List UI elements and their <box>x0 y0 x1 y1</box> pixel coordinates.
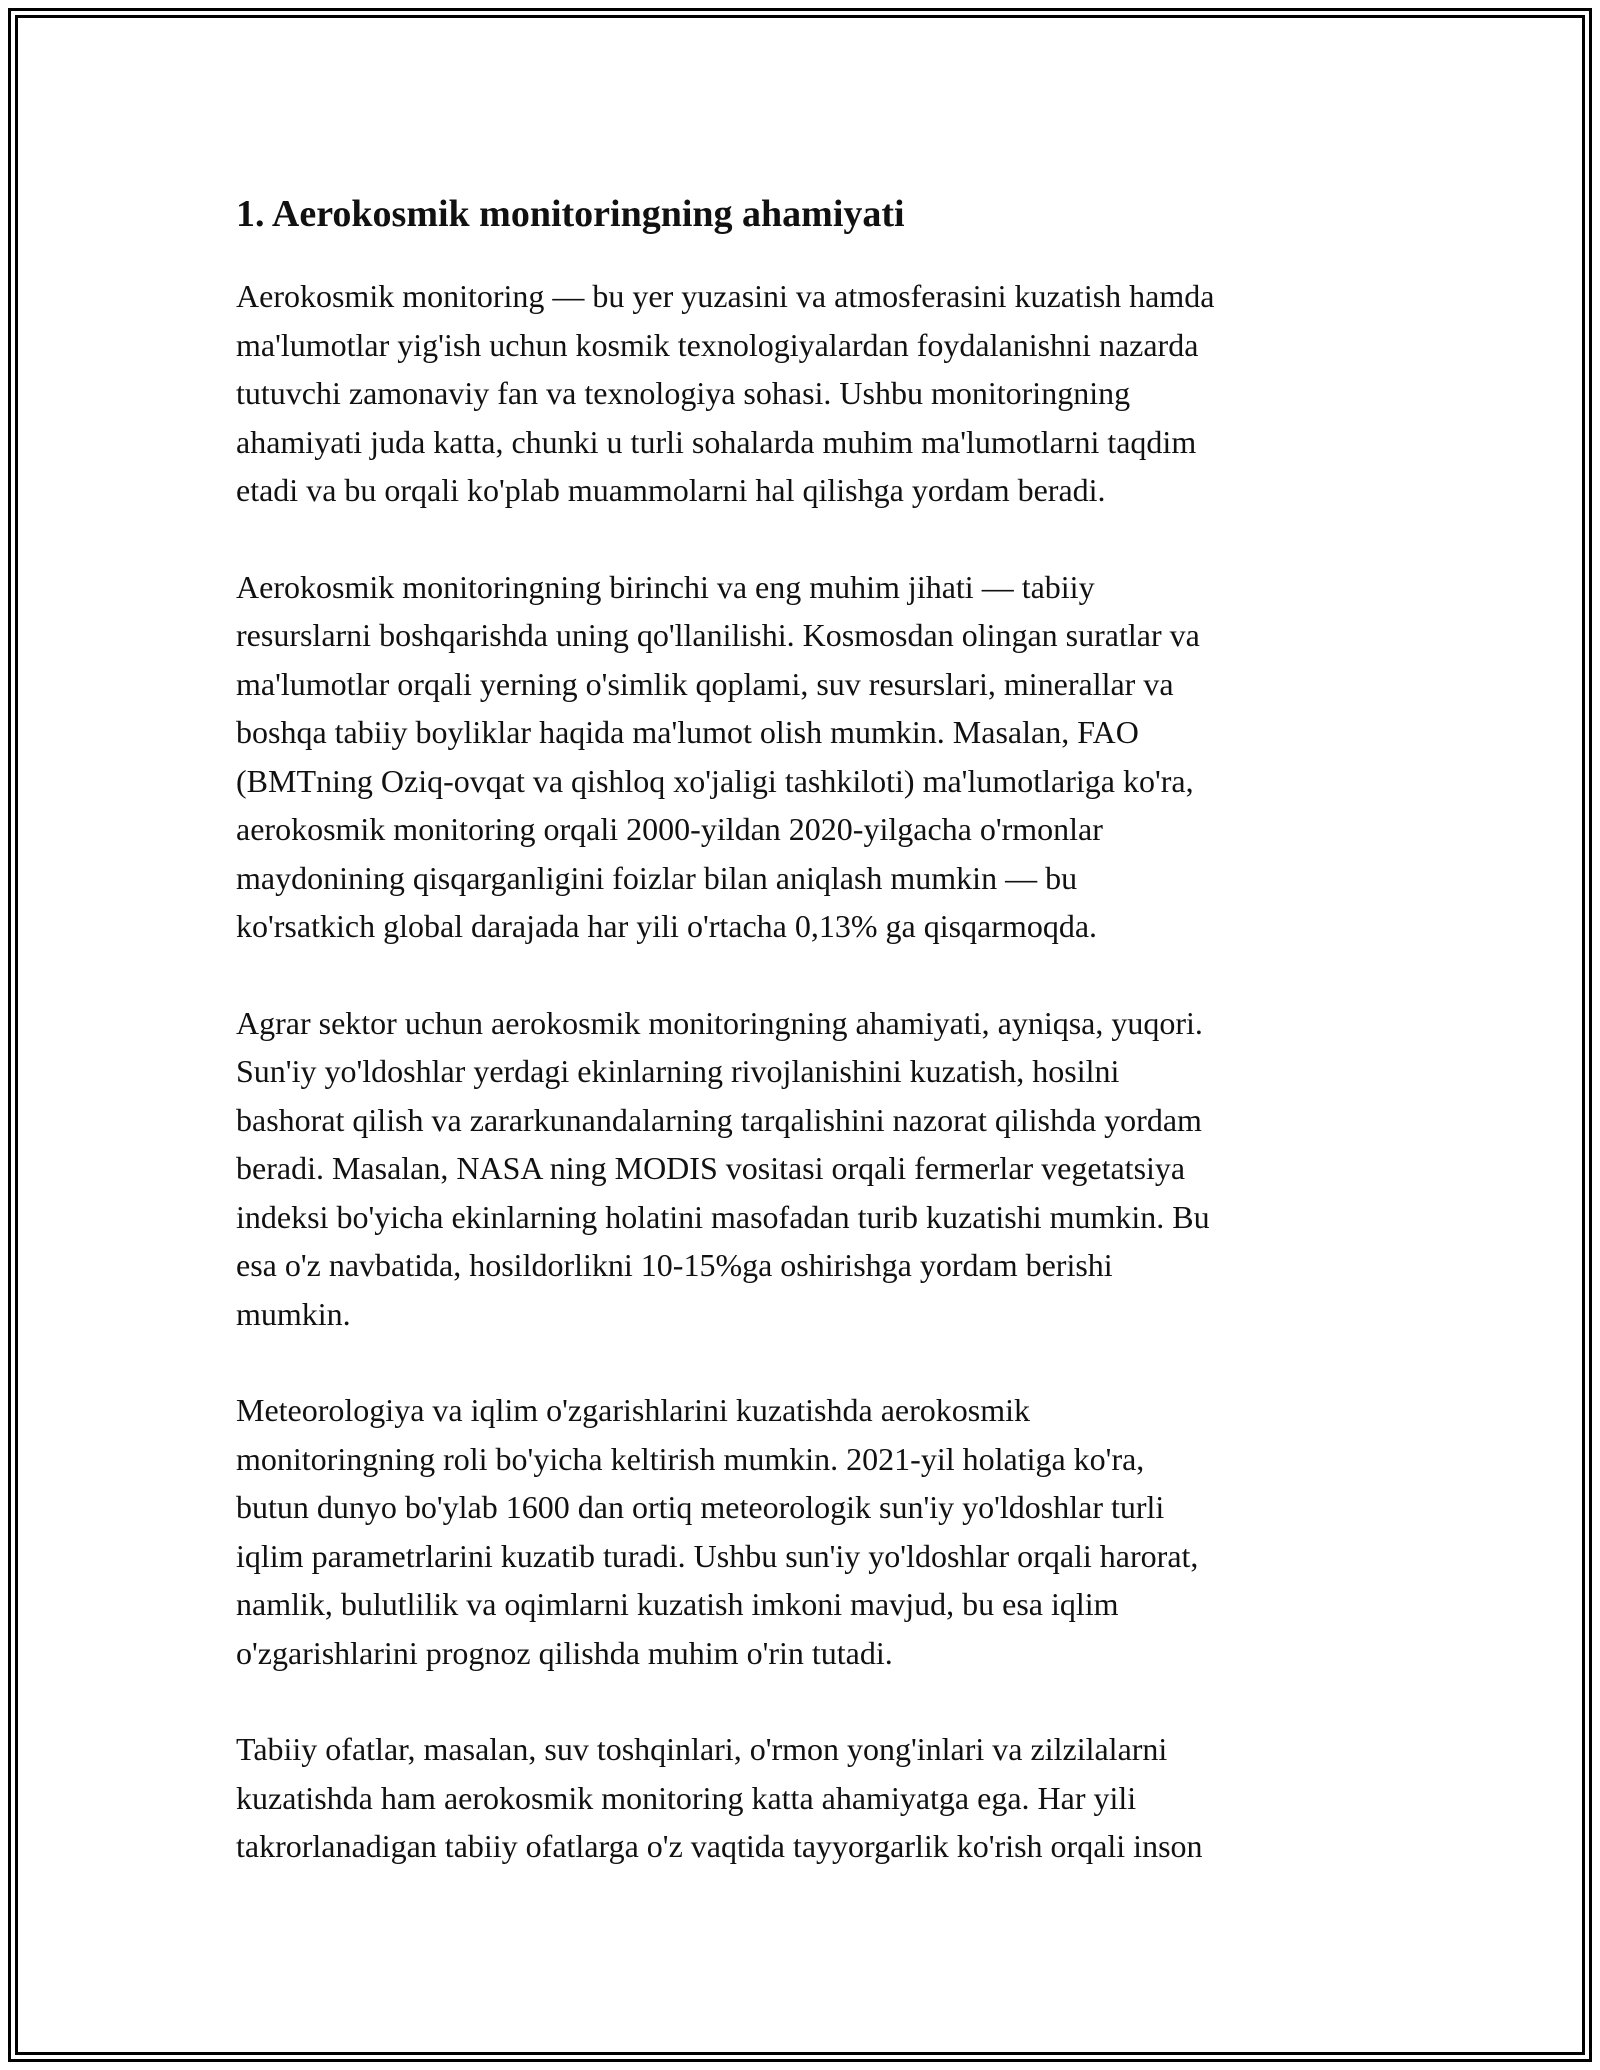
text-line: esa o'z navbatida, hosildorlikni 10-15%ga oshirishga yordam berishi <box>236 1247 1113 1283</box>
text-line: Aerokosmik monitoringning birinchi va eng muhim jihati — tabiiy <box>236 568 1095 605</box>
text-line: (BMTning Oziq-ovqat va qishloq xo'jaligi tashkiloti) ma'lumotlariga ko'ra, <box>236 762 1194 799</box>
text-line: Sun'iy yo'ldoshlar yerdagi ekinlarning rivojlanishini kuzatish, hosilni <box>236 1053 1120 1089</box>
text-line: mumkin. <box>236 1295 351 1332</box>
paragraph-natural-resources <box>236 563 1366 951</box>
text-line: monitoringning roli bo'yicha keltirish mumkin. 2021-yil holatiga ko'ra, <box>236 1440 1145 1477</box>
text-line: ma'lumotlar yig'ish uchun kosmik texnologiyalardan foydalanishni nazarda <box>236 326 1199 363</box>
document-body <box>236 186 1366 1919</box>
text-line: namlik, bulutlilik va oqimlarni kuzatish imkoni mavjud, bu esa iqlim <box>236 1586 1119 1622</box>
text-line: butun dunyo bo'ylab 1600 dan ortiq meteorologik sun'iy yo'ldoshlar turli <box>236 1489 1165 1525</box>
text-line: resurslarni boshqarishda uning qo'llanilishi. Kosmosdan olingan suratlar va <box>236 617 1200 653</box>
text-line: Aerokosmik monitoring — bu yer yuzasini va atmosferasini kuzatish hamda <box>236 278 1215 314</box>
text-line: beradi. Masalan, NASA ning MODIS vositasi orqali fermerlar vegetatsiya <box>236 1150 1186 1186</box>
paragraph-agriculture <box>236 999 1366 1339</box>
text-line: ma'lumotlar orqali yerning o'simlik qoplami, suv resurslari, minerallar va <box>236 665 1174 702</box>
text-line: tutuvchi zamonaviy fan va texnologiya sohasi. Ushbu monitoringning <box>236 375 1131 411</box>
text-line: Tabiiy ofatlar, masalan, suv toshqinlari, o'rmon yong'inlari va zilzilalarni <box>236 1731 1168 1767</box>
section-heading: 1. Aerokosmik monitoringning ahamiyati <box>236 193 905 235</box>
text-line: boshqa tabiiy boyliklar haqida ma'lumot olish mumkin. Masalan, FAO <box>236 714 1139 750</box>
paragraph-intro <box>236 272 1366 515</box>
text-line: bashorat qilish va zararkunandalarning tarqalishini nazorat qilishda yordam <box>236 1101 1202 1138</box>
text-line: Meteorologiya va iqlim o'zgarishlarini kuzatishda aerokosmik <box>236 1392 1030 1428</box>
text-line: maydonining qisqarganligini foizlar bilan aniqlash mumkin — bu <box>236 859 1078 896</box>
text-line: kuzatishda ham aerokosmik monitoring katta ahamiyatga ega. Har yili <box>236 1779 1137 1816</box>
text-line: ko'rsatkich global darajada har yili o'rtacha 0,13% ga qisqarmoqda. <box>236 908 1098 944</box>
text-line: ahamiyati juda katta, chunki u turli sohalarda muhim ma'lumotlarni taqdim <box>236 423 1197 460</box>
text-line: aerokosmik monitoring orqali 2000-yildan 2020-yilgacha o'rmonlar <box>236 811 1103 847</box>
text-line: o'zgarishlarini prognoz qilishda muhim o'rin tutadi. <box>236 1634 893 1671</box>
paragraph-meteorology <box>236 1386 1366 1677</box>
text-line: takrorlanadigan tabiiy ofatlarga o'z vaqtida tayyorgarlik ko'rish orqali inson <box>236 1828 1203 1864</box>
paragraph-natural-disasters <box>236 1725 1366 1871</box>
text-line: indeksi bo'yicha ekinlarning holatini masofadan turib kuzatishi mumkin. Bu <box>236 1198 1210 1235</box>
text-line: iqlim parametrlarini kuzatib turadi. Ushbu sun'iy yo'ldoshlar orqali harorat, <box>236 1537 1199 1574</box>
text-line: Agrar sektor uchun aerokosmik monitoringning ahamiyati, ayniqsa, yuqori. <box>236 1004 1203 1041</box>
text-line: etadi va bu orqali ko'plab muammolarni hal qilishga yordam beradi. <box>236 472 1106 508</box>
